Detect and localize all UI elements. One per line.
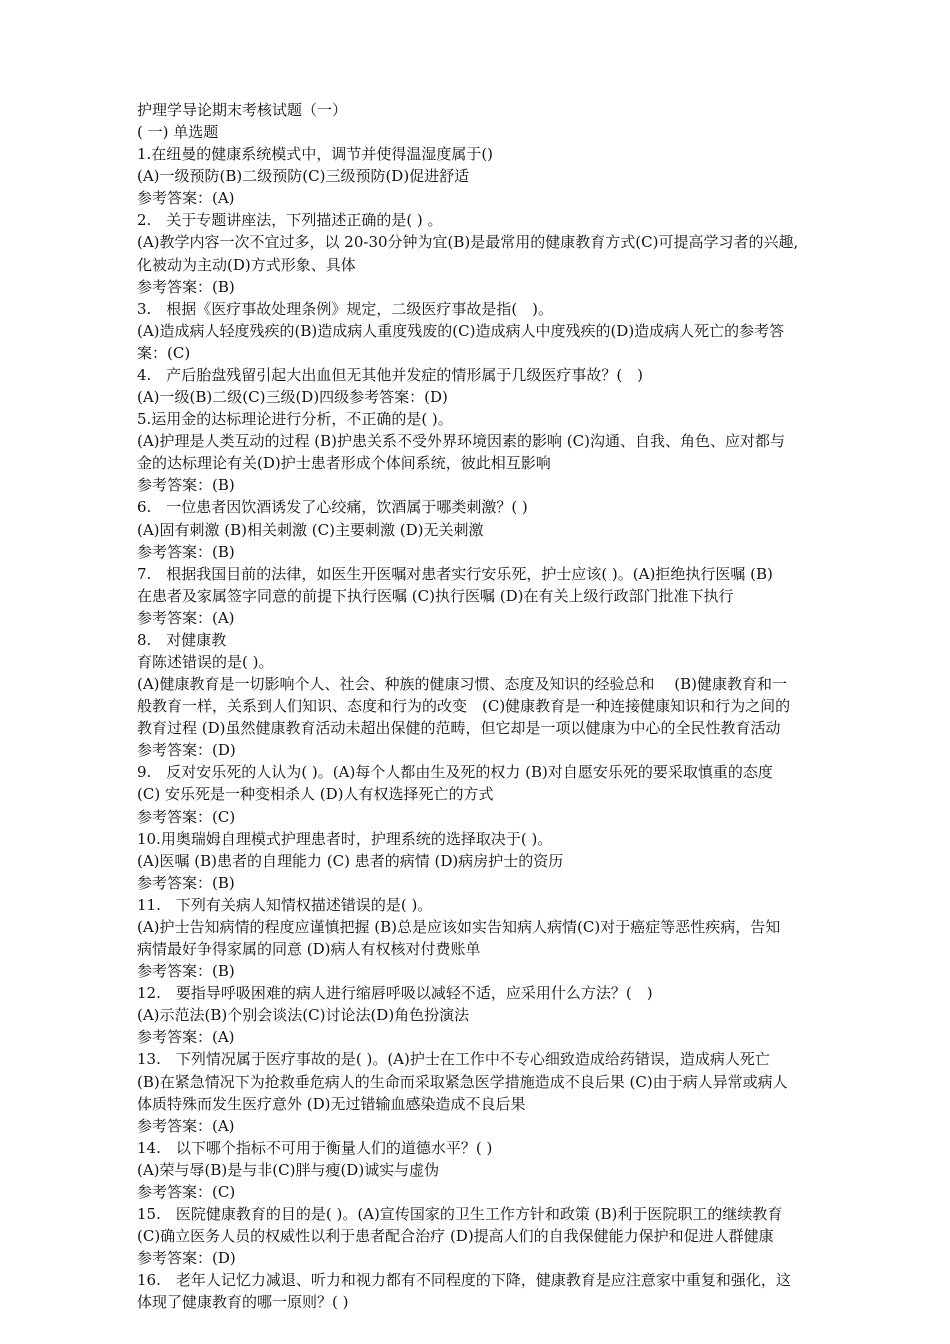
document-line: 体质特殊而发生医疗意外 (D)无过错输血感染造成不良后果 (137, 1094, 526, 1113)
document-line: 参考答案：(D) (137, 741, 236, 760)
document-line: 9. 反对安乐死的人认为( )。(A)每个人都由生及死的权力 (B)对自愿安乐死的要采取慎重的态度 (137, 763, 773, 782)
document-line: 参考答案：(B) (137, 476, 235, 495)
document-line: 参考答案：(B) (137, 542, 235, 561)
document-line: 参考答案：(A) (137, 608, 235, 627)
document-line: (A)荣与辱(B)是与非(C)胖与瘦(D)诚实与虚伪 (137, 1160, 440, 1179)
document-line: 10.用奥瑞姆自理模式护理患者时，护理系统的选择取决于( )。 (137, 829, 553, 848)
document-line: 育陈述错误的是( )。 (137, 653, 274, 671)
document-line: 病情最好争得家属的同意 (D)病人有权核对付费账单 (137, 940, 481, 959)
document-line: 参考答案：(A) (137, 1116, 235, 1135)
document-line: 教育过程 (D)虽然健康教育活动未超出保健的范畴，但它却是一项以健康为中心的全民性教育活动 (137, 719, 781, 738)
document-line: (A)护士告知病情的程度应谨慎把握 (B)总是应该如实告知病人病情(C)对于癌症等恶性疾病，告知 (137, 917, 781, 936)
document-line: (A)一级预防(B)二级预防(C)三级预防(D)促进舒适 (137, 167, 470, 186)
document-line: 在患者及家属签字同意的前提下执行医嘱 (C)执行医嘱 (D)在有关上级行政部门批准下执行 (137, 586, 734, 605)
document-line: 参考答案：(A) (137, 1028, 235, 1047)
document-line: 般教育一样，关系到人们知识、态度和行为的改变 (C)健康教育是一种连接健康知识和行为之间的 (137, 697, 791, 716)
document-line: (A)造成病人轻度残疾的(B)造成病人重度残废的(C)造成病人中度残疾的(D)造成病人死亡的参考答 (137, 321, 785, 340)
document-line: (A)健康教育是一切影响个人、社会、种族的健康习惯、态度及知识的经验总和 (B)健康教育和一 (137, 675, 788, 694)
document-line: 参考答案：(B) (137, 277, 235, 296)
document-line: 7. 根据我国目前的法律，如医生开医嘱对患者实行安乐死，护士应该( )。(A)拒绝执行医嘱 (B) (137, 564, 773, 583)
document-line: (A)示范法(B)个别会谈法(C)讨论法(D)角色扮演法 (137, 1006, 470, 1025)
document-line: (A)一级(B)二级(C)三级(D)四级参考答案：(D) (137, 388, 448, 407)
document-line: 参考答案：(B) (137, 873, 235, 892)
document-line: 5.运用金的达标理论进行分析，不正确的是( )。 (137, 410, 453, 429)
document-line: 金的达标理论有关(D)护士患者形成个体间系统，彼此相互影响 (137, 454, 551, 473)
document-line: 2. 关于专题讲座法，下列描述正确的是( ) 。 (137, 211, 443, 230)
document-line: 11. 下列有关病人知情权描述错误的是( )。 (137, 895, 433, 914)
document-line: 参考答案：(A) (137, 189, 235, 208)
document-line: (C) 安乐死是一种变相杀人 (D)人有权选择死亡的方式 (137, 785, 494, 804)
document-line: (A)护理是人类互动的过程 (B)护患关系不受外界环境因素的影响 (C)沟通、自我、角色、应对都与 (137, 432, 785, 451)
document-line: 4. 产后胎盘残留引起大出血但无其他并发症的情形属于几级医疗事故？( ) (137, 365, 644, 384)
document-line: 8. 对健康教 (137, 630, 227, 649)
document-line: 体现了健康教育的哪一原则？( ) (137, 1293, 349, 1312)
document-line: 1.在纽曼的健康系统模式中，调节并使得温湿度属于() (137, 145, 494, 164)
document-line: 6. 一位患者因饮酒诱发了心绞痛，饮酒属于哪类刺激？( ) (137, 498, 528, 517)
document-line: 13. 下列情况属于医疗事故的是( )。(A)护士在工作中不专心细致造成给药错误，造成病人死亡 (137, 1050, 770, 1069)
document-line: 12. 要指导呼吸困难的病人进行缩唇呼吸以减轻不适，应采用什么方法？( ) (137, 984, 653, 1003)
document-line: (A)固有刺激 (B)相关刺激 (C)主要刺激 (D)无关刺激 (137, 520, 484, 539)
document-line: 15. 医院健康教育的目的是( )。(A)宣传国家的卫生工作方针和政策 (B)利于医院职工的继续教育 (137, 1205, 783, 1223)
document-line: (B)在紧急情况下为抢救垂危病人的生命而采取紧急医学措施造成不良后果 (C)由于病人异常或病人 (137, 1072, 788, 1091)
document-line: (A)教学内容一次不宜过多，以 20-30分钟为宜(B)是最常用的健康教育方式(C)可提高学习者的兴趣, (137, 233, 799, 252)
document-line: 3. 根据《医疗事故处理条例》规定，二级医疗事故是指( )。 (137, 299, 554, 318)
document-line: (C)确立医务人员的权威性以利于患者配合治疗 (D)提高人们的自我保健能力保护和促进人群健康 (137, 1227, 774, 1246)
document-line: ( 一) 单选题 (137, 123, 219, 142)
document-line: 16. 老年人记忆力减退、听力和视力都有不同程度的下降，健康教育是应注意家中重复和强化，这 (137, 1271, 791, 1290)
document-line: 14. 以下哪个指标不可用于衡量人们的道德水平？( ) (137, 1138, 493, 1157)
document-line: 化被动为主动(D)方式形象、具体 (137, 255, 356, 274)
document-line: 参考答案：(B) (137, 962, 235, 981)
document-line: 参考答案：(D) (137, 1249, 236, 1268)
document-line: 参考答案：(C) (137, 1182, 236, 1201)
document-line: 参考答案：(C) (137, 807, 236, 826)
document-line: (A)医嘱 (B)患者的自理能力 (C) 患者的病情 (D)病房护士的资历 (137, 851, 564, 870)
document-title: 护理学导论期末考核试题（一） (137, 101, 348, 119)
document-line: 案：(C) (137, 343, 191, 362)
